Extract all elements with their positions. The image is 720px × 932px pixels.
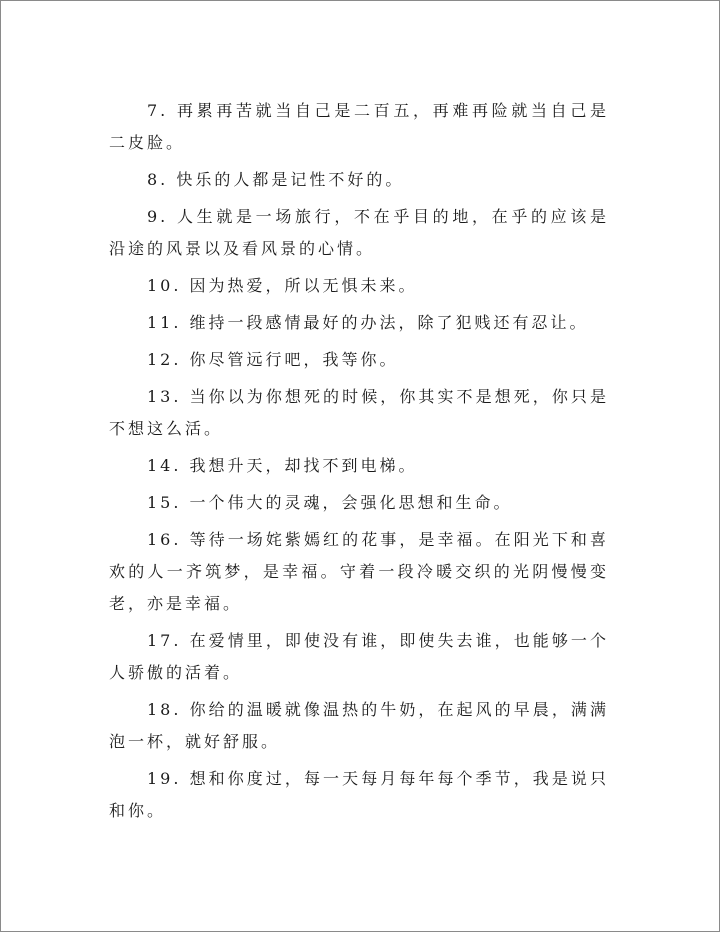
list-item: 8. 快乐的人都是记性不好的。 [147, 170, 405, 189]
list-item: 19. 想和你度过，每一天每月每年每个季节，我是说只和你。 [109, 769, 609, 820]
list-item: 17. 在爱情里，即使没有谁，即使失去谁，也能够一个人骄傲的活着。 [109, 631, 609, 682]
list-item: 12. 你尽管远行吧，我等你。 [147, 350, 399, 369]
quote-list [109, 95, 609, 832]
list-item: 18. 你给的温暖就像温热的牛奶，在起风的早晨，满满泡一杯，就好舒服。 [109, 700, 609, 751]
list-item: 14. 我想升天，却找不到电梯。 [147, 456, 418, 475]
list-item: 11. 维持一段感情最好的办法，除了犯贱还有忍让。 [147, 313, 589, 332]
list-item: 15. 一个伟大的灵魂，会强化思想和生命。 [147, 493, 513, 512]
list-item: 9. 人生就是一场旅行，不在乎目的地，在乎的应该是沿途的风景以及看风景的心情。 [109, 207, 609, 258]
list-item: 7. 再累再苦就当自己是二百五，再难再险就当自己是二皮脸。 [109, 101, 609, 152]
list-item: 16. 等待一场姹紫嫣红的花事，是幸福。在阳光下和喜欢的人一齐筑梦，是幸福。守着一段冷暖交织的光阴慢慢变老，亦是幸福。 [109, 530, 609, 613]
list-item: 13. 当你以为你想死的时候，你其实不是想死，你只是不想这么活。 [109, 387, 609, 438]
list-item: 10. 因为热爱，所以无惧未来。 [147, 276, 418, 295]
